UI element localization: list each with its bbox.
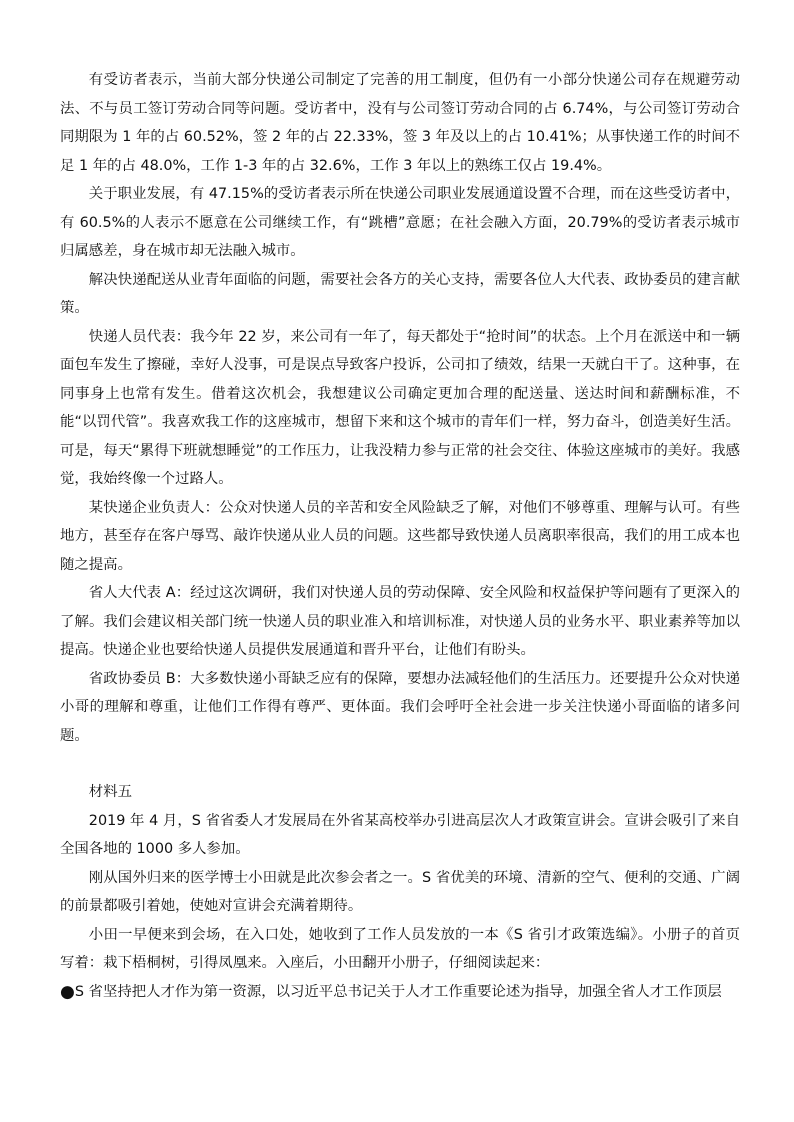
section-title: 材料五 [88, 784, 132, 800]
paragraph-booklet: 小田一早便来到会场，在入口处，她收到了工作人员发放的一本《S 省引才政策选编》。小册子的首页写着：栽下梧桐树，引得凤凰来。入座后，小田翻开小册子，仔细阅读起来： [60, 926, 740, 971]
paragraph-employment-contracts: 有受访者表示，当前大部分快递公司制定了完善的用工制度，但仍有一小部分快递公司存在规避劳动法、不与员工签订劳动合同等问题。受访者中，没有与公司签订劳动合同的占 6.74%，与公司签订劳动合同期限为 1 年的占 60.52%，签 2 年的占 22.33%，签 3 年及以上的占 10.41%；从事快递工作的时间不足 1 年的占 48.0%，工作 1-3 年的占 32.6%，工作 3 年以上的熟练工仅占 19.4%。 [60, 72, 740, 174]
paragraph-career-development: 关于职业发展，有 47.15%的受访者表示所在快递公司职业发展通道设置不合理，而在这些受访者中，有 60.5%的人表示不愿意在公司继续工作，有“跳槽”意愿；在社会融入方面，20.79%的受访者表示城市归属感差，身在城市却无法融入城市。 [60, 186, 740, 259]
paragraph-courier-representative: 快递人员代表：我今年 22 岁，来公司有一年了，每天都处于“抢时间”的状态。上个月在派送中和一辆面包车发生了擦碰，幸好人没事，可是误点导致客户投诉，公司扣了绩效，结果一天就白干了。这种事，在同事身上也常有发生。借着这次机会，我想建议公司确定更加合理的配送量、送达时间和薪酬标准，不能“以罚代管”。我喜欢我工作的这座城市，想留下来和这个城市的青年们一样，努力奋斗，创造美好生活。可是，每天“累得下班就想睡觉”的工作压力，让我没精力参与正常的社会交往、体验这座城市的美好。我感觉，我始终像一个过路人。 [60, 328, 740, 487]
paragraph-xiaotian: 刚从国外归来的医学博士小田就是此次参会者之一。S 省优美的环境、清新的空气、便利的交通、广阔的前景都吸引着她，使她对宣讲会充满着期待。 [60, 869, 740, 914]
paragraph-member-b: 省政协委员 B：大多数快递小哥缺乏应有的保障，要想办法减轻他们的生活压力。还要提升公众对快递小哥的理解和尊重，让他们工作得有尊严、更体面。我们会呼吁全社会进一步关注快递小哥面临的诸多问题。 [60, 670, 740, 744]
paragraph-social-support: 解决快递配送从业青年面临的问题，需要社会各方的关心支持，需要各位人大代表、政协委员的建言献策。 [60, 271, 740, 316]
document-body [60, 66, 740, 1006]
paragraph-recruitment-event: 2019 年 4 月，S 省省委人才发展局在外省某高校举办引进高层次人才政策宣讲会。宣讲会吸引了来自全国各地的 1000 多人参加。 [60, 812, 740, 857]
paragraph-enterprise-manager: 某快递企业负责人：公众对快递人员的辛苦和安全风险缺乏了解，对他们不够尊重、理解与认可。有些地方，甚至存在客户辱骂、敲诈快递从业人员的问题。这些都导致快递人员离职率很高，我们的用工成本也随之提高。 [60, 499, 740, 573]
paragraph-deputy-a: 省人大代表 A：经过这次调研，我们对快递人员的劳动保障、安全风险和权益保护等问题有了更深入的了解。我们会建议相关部门统一快递人员的职业准入和培训标准，对快递人员的业务水平、职业素养等加以提高。快递企业也要给快递人员提供发展通道和晋升平台，让他们有盼头。 [60, 585, 740, 658]
section-spacer [60, 750, 740, 778]
bullet-text: S 省坚持把人才作为第一资源，以习近平总书记关于人才工作重要论述为指导，加强全省人才工作顶层 [74, 983, 722, 1000]
bullet-item [60, 978, 740, 1007]
bullet-icon: ● [60, 981, 75, 1002]
